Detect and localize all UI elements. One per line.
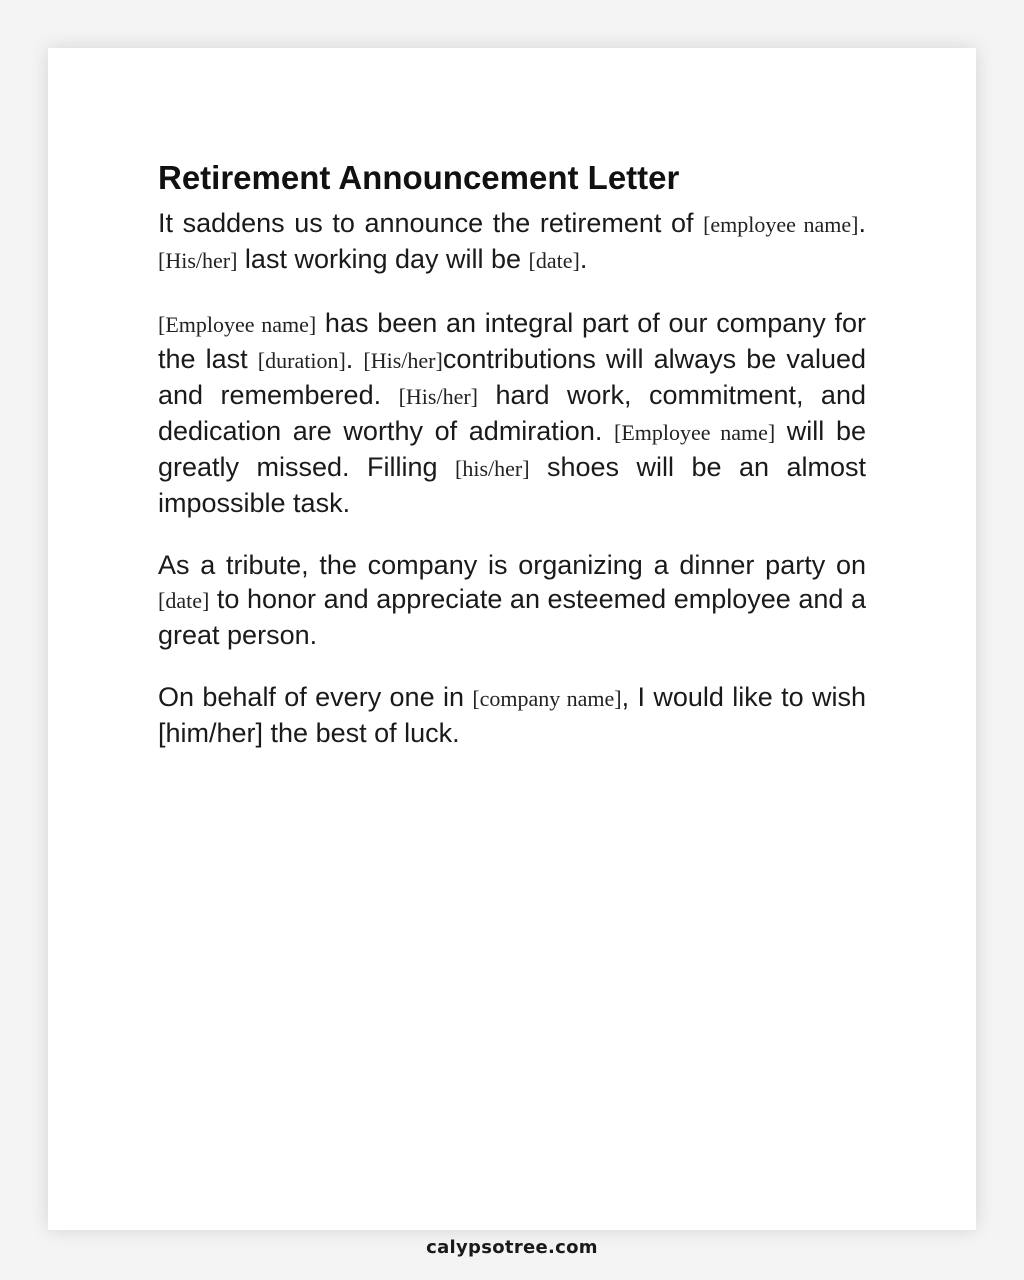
text: , I would like to wish [him/her] the best of luck. xyxy=(158,682,866,748)
placeholder-his-her: [His/her] xyxy=(398,384,478,409)
letter-content xyxy=(158,158,866,778)
paragraph-3 xyxy=(158,548,866,652)
text: . xyxy=(345,344,364,374)
text: shoes will be an almost impossible task. xyxy=(158,452,867,518)
text: contributions will always be valued and remembered. xyxy=(158,344,866,410)
placeholder-employee-name: [employee name] xyxy=(703,212,859,237)
text: to honor and appreciate an esteemed employee and a great person. xyxy=(158,584,866,650)
placeholder-duration: [duration] xyxy=(257,348,346,373)
text: It saddens us to announce the retirement of xyxy=(158,208,704,238)
text: As a tribute, the company is organizing a dinner party on xyxy=(158,550,866,580)
letter-title: Retirement Announcement Letter xyxy=(158,159,680,196)
letter-page xyxy=(48,48,976,1230)
paragraph-2 xyxy=(158,306,866,520)
text: hard work, commitment, and dedication are worthy of admiration. xyxy=(158,380,866,446)
site-watermark: calypsotree.com xyxy=(426,1237,598,1258)
placeholder-employee-name: [Employee name] xyxy=(614,420,776,445)
placeholder-his-her: [His/her] xyxy=(363,348,443,373)
text: has been an integral part of our company for the last xyxy=(158,308,867,374)
placeholder-his-her: [His/her] xyxy=(158,248,238,273)
text: last working day will be xyxy=(237,244,529,274)
placeholder-date: [date] xyxy=(158,588,210,613)
text: . xyxy=(858,208,866,238)
text: will be greatly missed. Filling xyxy=(158,416,866,482)
text: On behalf of every one in xyxy=(158,682,473,712)
placeholder-his-her: [his/her] xyxy=(455,456,530,481)
placeholder-company-name: [company name] xyxy=(472,686,622,711)
placeholder-date: [date] xyxy=(528,248,580,273)
paragraph-4 xyxy=(158,680,866,750)
paragraph-1 xyxy=(158,206,866,278)
text: . xyxy=(579,244,588,274)
placeholder-employee-name: [Employee name] xyxy=(158,312,317,337)
